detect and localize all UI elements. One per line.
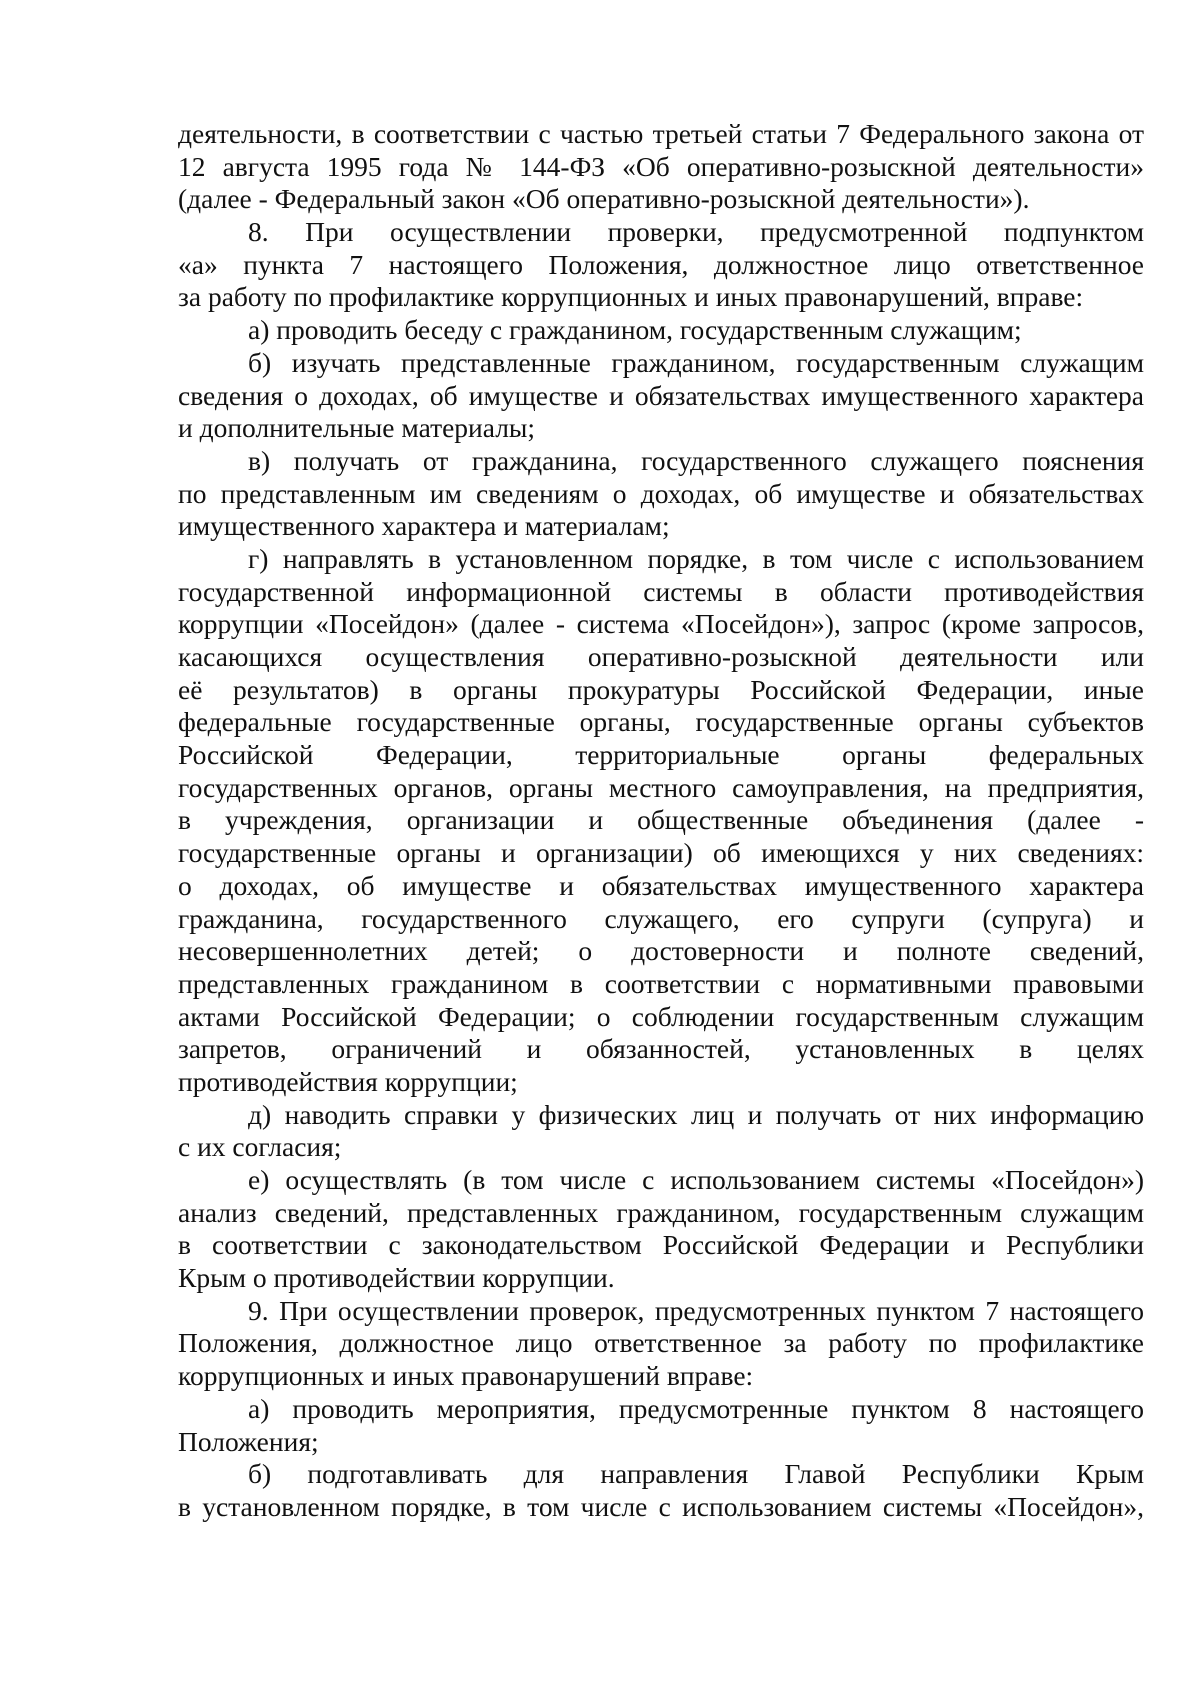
text-line: в установленном порядке, в том числе с использованием системы «Посейдон», — [178, 1490, 1144, 1522]
text-line: 8. При осуществлении проверки, предусмотренной подпунктом — [248, 216, 1144, 248]
text-line: Российской Федерации, территориальные органы федеральных — [178, 739, 1144, 771]
text-line: анализ сведений, представленных гражданином, государственным служащим — [178, 1196, 1144, 1228]
text-line: а) проводить беседу с гражданином, государственным служащим; — [248, 314, 1022, 346]
text-line: о доходах, об имуществе и обязательствах имущественного характера — [178, 869, 1144, 901]
text-line: 9. При осуществлении проверок, предусмотренных пунктом 7 настоящего — [248, 1294, 1144, 1326]
text-line: с их согласия; — [178, 1131, 342, 1163]
text-line: касающихся осуществления оперативно-розыскной деятельности или — [178, 641, 1144, 672]
text-line: сведения о доходах, об имуществе и обязательствах имущественного характера — [178, 379, 1144, 411]
text-line: «а» пункта 7 настоящего Положения, должностное лицо ответственное — [178, 248, 1144, 280]
text-line: имущественного характера и материалам; — [178, 510, 670, 542]
text-line: запретов, ограничений и обязанностей, установленных в целях — [178, 1033, 1144, 1065]
text-line: государственных органов, органы местного самоуправления, на предприятия, — [178, 771, 1144, 803]
text-line: д) наводить справки у физических лиц и получать от них информацию — [248, 1098, 1144, 1130]
text-line: за работу по профилактике коррупционных и иных правонарушений, вправе: — [178, 281, 1084, 313]
text-line: государственные органы и организации) об имеющихся у них сведениях: — [178, 837, 1144, 869]
text-line: деятельности, в соответствии с частью третьей статьи 7 Федерального закона от — [178, 118, 1144, 149]
text-line: Положения; — [178, 1425, 319, 1457]
text-line: и дополнительные материалы; — [178, 412, 536, 444]
text-line: актами Российской Федерации; о соблюдении государственным служащим — [178, 1000, 1144, 1032]
text-line: по представленным им сведениям о доходах, об имуществе и обязательствах — [178, 477, 1144, 509]
text-line: 12 августа 1995 года № 144-ФЗ «Об оперативно-розыскной деятельности» — [178, 150, 1144, 182]
text-line: представленных гражданином в соответствии с нормативными правовыми — [178, 967, 1144, 999]
document-body — [178, 118, 1144, 1524]
text-line: (далее - Федеральный закон «Об оперативно-розыскной деятельности»). — [178, 183, 1030, 215]
text-line: коррупционных и иных правонарушений вправе: — [178, 1360, 754, 1392]
text-line: федеральные государственные органы, государственные органы субъектов — [178, 706, 1144, 738]
text-line: б) изучать представленные гражданином, государственным служащим — [248, 346, 1144, 378]
text-line: в учреждения, организации и общественные объединения (далее - — [178, 804, 1144, 836]
text-line: Крым о противодействии коррупции. — [178, 1262, 615, 1294]
text-line: противодействия коррупции; — [178, 1065, 518, 1097]
text-line: несовершеннолетних детей; о достоверности и полноте сведений, — [178, 935, 1144, 967]
text-line: коррупции «Посейдон» (далее - система «Посейдон»), запрос (кроме запросов, — [178, 608, 1144, 640]
text-line: в) получать от гражданина, государственного служащего пояснения — [248, 444, 1144, 476]
text-line: гражданина, государственного служащего, его супруги (супруга) и — [178, 902, 1144, 934]
text-line: б) подготавливать для направления Главой Республики Крым — [248, 1458, 1144, 1490]
text-line: государственной информационной системы в области противодействия — [178, 575, 1144, 607]
text-line: Положения, должностное лицо ответственное за работу по профилактике — [178, 1327, 1144, 1359]
text-line: в соответствии с законодательством Российской Федерации и Республики — [178, 1229, 1144, 1261]
text-line: её результатов) в органы прокуратуры Российской Федерации, иные — [178, 673, 1144, 705]
text-line: а) проводить мероприятия, предусмотренные пунктом 8 настоящего — [248, 1392, 1144, 1424]
text-line: е) осуществлять (в том числе с использованием системы «Посейдон») — [248, 1164, 1144, 1195]
text-line: г) направлять в установленном порядке, в том числе с использованием — [248, 542, 1144, 574]
